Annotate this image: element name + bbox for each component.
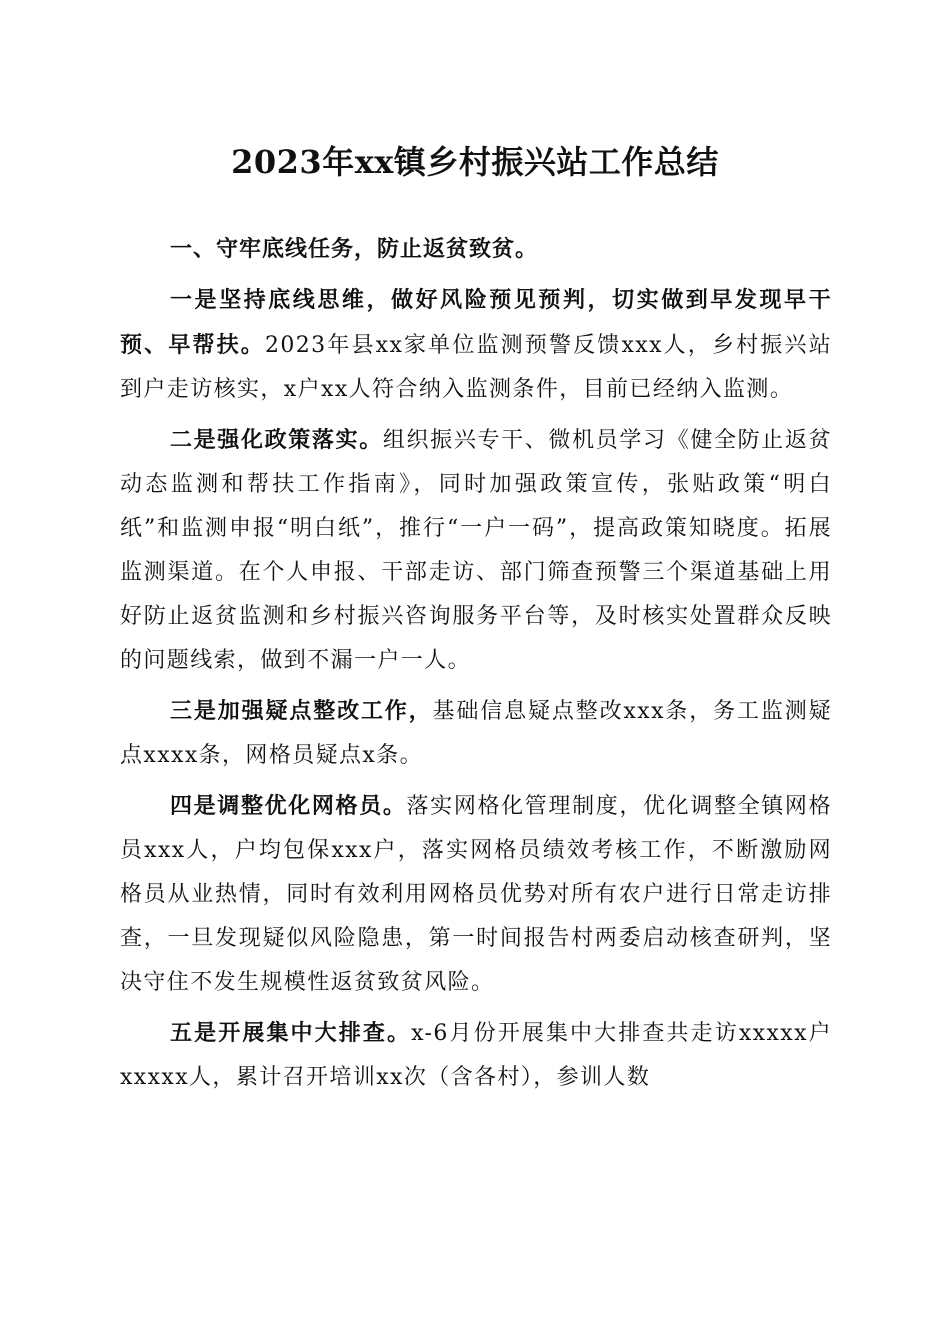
paragraph-1	[120, 278, 832, 412]
paragraph-text: 2023年县xx家单位监测预警反馈xxx人，乡村振兴站到户走访核实，x户xx人符合纳入监测条件，目前已经纳入监测。	[120, 333, 832, 402]
document-title: 2023年xx镇乡村振兴站工作总结	[231, 143, 719, 181]
section-heading: 一、守牢底线任务，防止返贫致贫。	[170, 237, 539, 262]
paragraph-2	[120, 418, 832, 683]
paragraph-lead: 五是开展集中大排查。	[170, 1020, 412, 1046]
paragraph-3	[120, 689, 832, 778]
paragraph-text: x-6月份开展集中大排查共走访xxxxx户xxxxx人，累计召开培训xx次（含各村），参训人数	[120, 1021, 832, 1090]
paragraph-text: 基础信息疑点整改xxx条，务工监测疑点xxxx条，网格员疑点x条。	[120, 699, 832, 768]
paragraph-lead: 三是加强疑点整改工作，	[170, 698, 433, 724]
paragraph-4	[120, 784, 832, 1005]
paragraph-text: 落实网格化管理制度，优化调整全镇网格员xxx人，户均包保xxx户，落实网格员绩效考核工作，不断激励网格员从业热情，同时有效利用网格员优势对所有农户进行日常走访排查，一旦发现疑似风险隐患，第一时间报告村两委启动核查研判，坚决守住不发生规模性返贫致贫风险。	[120, 794, 832, 995]
paragraph-lead: 一是坚持底线思维，做好风险预见预判，切实做到早发现早干预、早帮扶。	[120, 287, 832, 358]
paragraph-lead: 二是强化政策落实。	[170, 427, 383, 453]
paragraph-text: 组织振兴专干、微机员学习《健全防止返贫动态监测和帮扶工作指南》，同时加强政策宣传，张贴政策“明白纸”和监测申报“明白纸”，推行“一户一码”，提高政策知晓度。拓展监测渠道。在个人申报、干部走访、部门筛查预警三个渠道基础上用好防止返贫监测和乡村振兴咨询服务平台等，及时核实处置群众反映的问题线索，做到不漏一户一人。	[120, 428, 832, 673]
document-body	[120, 228, 832, 1106]
paragraph-5	[120, 1011, 832, 1100]
paragraph-lead: 四是调整优化网格员。	[170, 793, 407, 819]
